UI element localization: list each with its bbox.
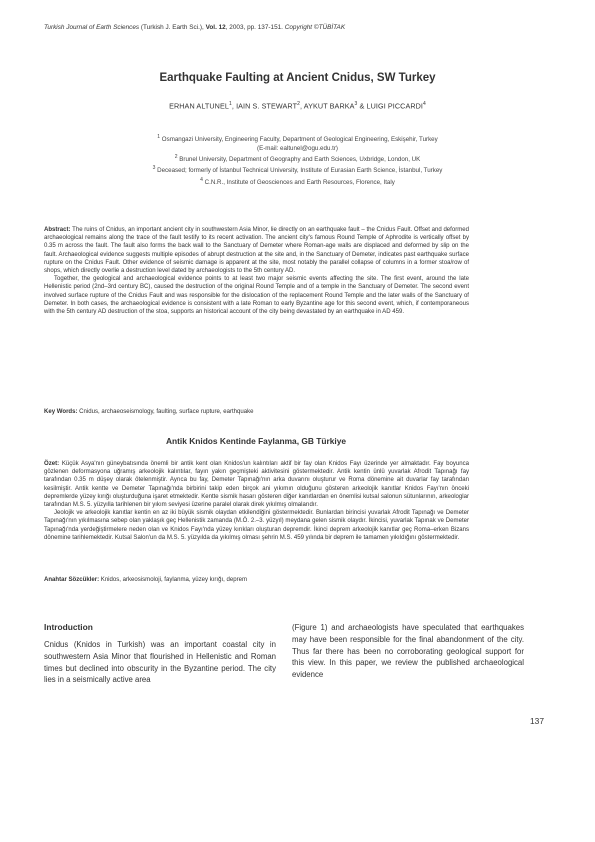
author-affil-mark: 2 [297,101,300,107]
abstract-paragraph-1 [44,226,469,275]
journal-abbrev: (Turkish J. Earth Sci.), [139,24,206,31]
body-paragraph: Cnidus (Knidos in Turkish) was an important coastal city in southwestern Asia Minor that flourished in Hellenistic and Roman times but declined into obscurity in the Byzantine period. The city lies in a seismically active area [44,640,276,685]
keywords [44,408,469,416]
turkish-keywords-text: Knidos, arkeosismoloji, faylanma, yüzey kırığı, deprem [99,577,247,583]
author-separator: , [231,101,237,111]
author-affil-mark: 1 [228,101,232,107]
affiliation-email [60,144,535,153]
affil-text: Osmangazi University, Engineering Faculty, Department of Geological Engineering, Eskişehir, Turkey [161,136,438,144]
author-affil-mark: 3 [354,101,358,107]
page-number: 137 [530,716,544,726]
author-name: AYKUT BARKA [303,101,355,111]
abstract-paragraph-2: Together, the geological and archaeological evidence points to at least two major seismic events affecting the site. The first event, around the late Hellenistic period (2nd–3rd century BC), caused the destruction of the original Round Temple and of a temple in the Sanctuary of Demeter. The second event involved surface rupture of the Cnidus Fault and was responsible for the dislocation of the replacement Round Temple and the later walls of the Sanctuary of Demeter. In both cases, the archaeological evidence is consistent with a late Roman to early Byzantine age for this second event, which, if contemporaneous with the 5th century AD destruction of the stoa, supports an historical account of the city being devastated by an earthquake in AD 459. [44,276,469,316]
affiliation-line [60,133,535,144]
keywords-text: Cnidus, archaeoseismology, faulting, surface rupture, earthquake [77,409,254,415]
ozet-paragraph-2: Jeolojik ve arkeolojik kanıtlar kentin en az iki büyük sismik olaydan etkilendiğini göstermektedir. Bunlardan birincisi yuvarlak Afrodit Tapınağı ve Demeter Tapınağı'nın yıkılmasına sebep olan yaklaşık geç Hellenistik zamanda (M.Ö. 2.–3. yüzyıl) meydana gelen sismik olaydır. İkincisi, yuvarlak Tapınak ve Demeter Tapınağı'nda yerdeğiştirmelere neden olan ve Knidos Fayı'nda yüzey kırıkları oluşturan depremdir. İkinci deprem arkeolojik kanıtlar geç Roma–erken Bizans dönemine tarihlemektedir. Kutsal Salon'un da M.S. 5. yüzyılda da yıkılmış olması şehrin M.S. 459 yılında bir deprem ile tamamen yıkıldığını göstermektedir. [44,510,469,541]
ozet-text-1: Küçük Asya'nın güneybatısında önemli bir antik kent olan Knidos'un kalıntıları aktif bir fay olan Knidos Fayı üzerinde yer almaktadır. Fay boyunca gözlenen deformasyona uğramış arkeolojik kalıntılar, fayın yakın geçmişteki aktivitesini göstermektedir. Antik kentin ünlü yuvarlak Afrodit Tapınağı fay tarafından 0.35 m düşey olarak ötelenmiştir. Ayrıca bu fay, Demeter Tapınağı'nın arka duvarını oluşturur ve Roma dönemine ait duvarlar fay tarafından kesilmiştir. Antik kentte ve Demeter Tapınağı'nda birbirini takip eden birçok ani yıkımın olduğunu gösteren arkeolojik kanıtlar Knidos Fayı'nın önceki depremlerde yüzey kırığı oluşturduğuna işaret etmektedir. Kentte sismik hasarı gösteren diğer kanıtlardan en önemlisi kutsal salonun sütunlarının, arkeologlar tarafından M.S. 5. yüzyılla tarihlenen bir yıkım seviyesi üzerine paralel olarak direk yıkılmış olmalarıdır. [44,461,469,509]
author-name: ERHAN ALTUNEL [169,101,229,111]
ozet-label: Özet: [44,461,60,467]
affiliations [60,133,535,187]
affil-text: Brunel University, Department of Geography and Earth Sciences, Uxbridge, London, UK [179,156,421,164]
affiliation-line [60,176,535,187]
affil-mark: 3 [152,165,156,172]
journal-citation [44,24,345,31]
turkish-abstract [44,460,469,542]
body-column-right [292,622,524,681]
body-column-left [44,622,276,686]
journal-pages: , 2003, pp. 137-151. [225,24,285,31]
keywords-label: Key Words: [44,409,78,415]
abstract [44,226,469,316]
turkish-keywords [44,577,469,583]
affil-mark: 4 [200,176,203,183]
author-affil-mark: 4 [423,101,426,107]
author-separator: , [299,101,304,111]
author-separator: & [357,101,367,111]
paper-title: Earthquake Faulting at Ancient Cnidus, SW Turkey [159,72,436,84]
section-heading-introduction: Introduction [44,622,93,632]
journal-name: Turkish Journal of Earth Sciences [44,24,140,31]
author-list [0,101,595,110]
affil-text: C.N.R., Institute of Geosciences and Earth Resources, Florence, Italy [204,178,395,186]
ozet-paragraph-1 [44,460,469,509]
affiliation-line [60,153,535,164]
body-paragraph: (Figure 1) and archaeologists have speculated that earthquakes may have been responsible for the final abandonment of the city. Thus far there has been no corroborating geological support for this view. In this paper, we review the published archaeological evidence [292,623,524,680]
abstract-text-1: The ruins of Cnidus, an important ancient city in southwestern Asia Minor, lie directly on an earthquake fault – the Cnidus Fault. Offset and deformed archaeological remains along the trace of the fault testify to its recent activation. The ancient city's famous Round Temple of Aphrodite is vertically offset by 0.35 m across the fault. The fault also forms the back wall to the Sanctuary of Demeter where Roman-age walls are displaced and deformed by slip on the fault. Archaeological evidence suggests multiple episodes of abrupt destruction at the site and, in the Sanctuary of Demeter, indicates past earthquake surface rupture on the Cnidus Fault. Other evidence of seismic damage is apparent at the site, most notably the parallel collapse of columns in a former stoa/row of shops, which directly overlie a destruction level dated by archaeologists to the 5th century AD. [44,227,469,275]
author-name: LUIGI PICCARDI [366,101,424,111]
affil-mark: 1 [157,134,161,140]
affiliation-line [60,164,535,175]
journal-volume: Vol. 12 [205,24,226,31]
turkish-keywords-label: Anahtar Sözcükler: [44,577,100,583]
affil-email-text: (E-mail: ealtunel@ogu.edu.tr) [257,145,338,153]
affil-text: Deceased; formerly of İstanbul Technical University, Institute of Eurasian Earth Science, İstanbul, Turkey [157,167,443,175]
abstract-label: Abstract: [44,227,71,233]
copyright-notice: Copyright ©TÜBİTAK [284,24,346,31]
turkish-title: Antik Knidos Kentinde Faylanma, GB Türkiye [165,436,347,446]
affil-mark: 2 [174,154,178,161]
author-name: IAIN S. STEWART [236,101,298,111]
